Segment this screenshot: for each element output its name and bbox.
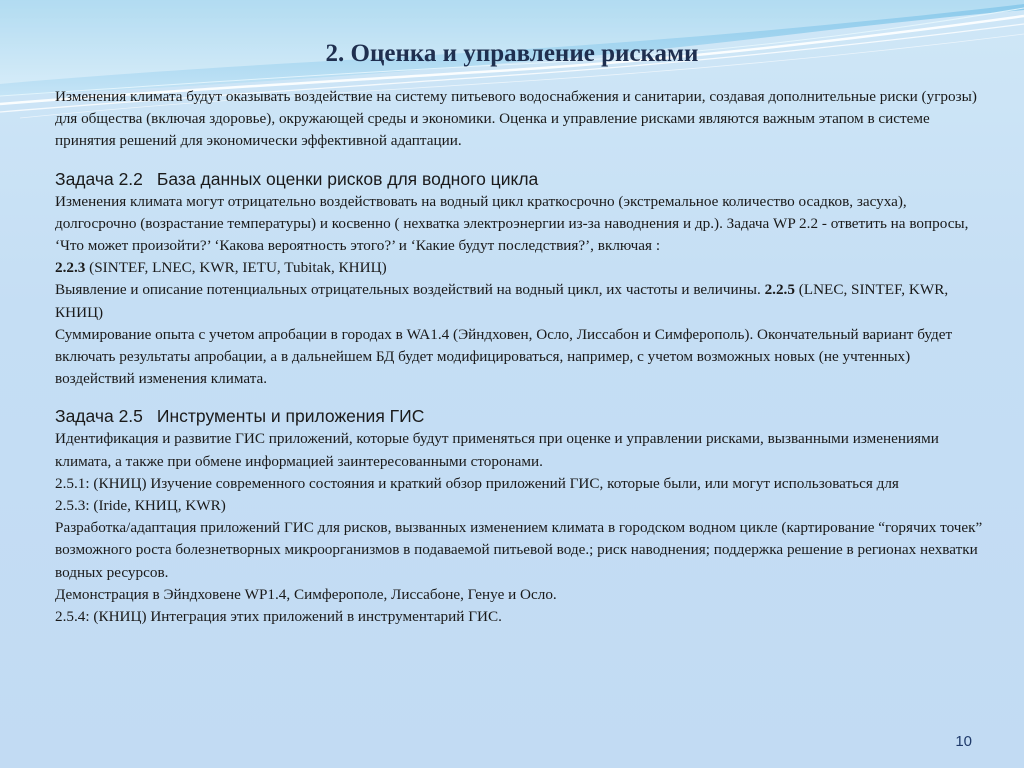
slide-content bbox=[55, 86, 985, 628]
item-2-2-3-partners: (SINTEF, LNEC, KWR, IETU, Tubitak, КНИЦ) bbox=[85, 259, 387, 277]
item-2-5-4: 2.5.4: (КНИЦ) Интеграция этих приложений в инструментарий ГИС. bbox=[55, 608, 502, 626]
item-2-2-3-header bbox=[55, 257, 985, 279]
spacer bbox=[55, 390, 985, 404]
item-2-5-3-text: Разработка/адаптация приложений ГИС для рисков, вызванных изменением климата в городском водном цикле (картирование “горячих точек” возможного роста болезнетворных микроорганизмов в подаваемой питьевой воде.; риск наводнения; поддержка решение в регионах нехватки водных ресурсов. bbox=[55, 519, 983, 581]
intro-paragraph: Изменения климата будут оказывать воздействие на систему питьевого водоснабжения и санитарии, создавая дополнительные риски (угрозы) для общества (включая здоровье), окружающей среды и экономики. Оценка и управление рисками являются важным этапом в системе принятия решений для экономически эффективной адаптации. bbox=[55, 88, 977, 150]
task-2-2-number: Задача 2.2 bbox=[55, 168, 143, 189]
item-2-2-5-partners: (LNEC, SINTEF, KWR, КНИЦ) bbox=[55, 281, 949, 321]
item-2-2-3-desc: Выявление и описание потенциальных отрицательных воздействий на водный цикл, их частоты и величины. bbox=[55, 281, 765, 299]
item-2-2-5-text: Суммирование опыта с учетом апробации в городах в WA1.4 (Эйндховен, Осло, Лиссабон и Симферополь). Окончательный вариант будет включать результаты апробации, а в дальнейшем БД будет модифицироваться, например, с учетом возможных новых (не учтенных) воздействий изменения климата. bbox=[55, 325, 953, 388]
page-number: 10 bbox=[955, 733, 972, 750]
item-2-5-3: 2.5.3: (Iride, КНИЦ, KWR) bbox=[55, 497, 226, 515]
task-2-2-body: Изменения климата могут отрицательно воздействовать на водный цикл краткосрочно (экстремальное количество осадков, засуха), долгосрочно (возрастание температуры) и косвенно ( нехватка электроэнергии из-за наводнения и др.). Задача WP 2.2 - ответить на вопросы, ‘Что может произойти?’ ‘Какова вероятность этого?’ и ‘Какие будут последствия?’, включая : bbox=[55, 192, 969, 255]
spacer bbox=[55, 153, 985, 167]
item-2-2-5-number: 2.2.5 bbox=[764, 281, 795, 299]
task-2-5-number: Задача 2.5 bbox=[55, 406, 143, 427]
item-2-2-3-number: 2.2.3 bbox=[55, 259, 86, 277]
slide-title: 2. Оценка и управление рисками bbox=[325, 40, 699, 67]
task-2-5-title: Инструменты и приложения ГИС bbox=[156, 406, 425, 427]
demo-line: Демонстрация в Эйндховене WP1.4, Симферополе, Лиссабоне, Генуе и Осло. bbox=[55, 585, 557, 603]
task-2-5-body: Идентификация и развитие ГИС приложений, которые будут применяться при оценке и управлении рисками, вызванными изменениями климата, а также при обмене информацией заинтересованными сторонами. bbox=[55, 430, 939, 470]
task-2-5-heading bbox=[55, 404, 985, 428]
item-2-5-1: 2.5.1: (КНИЦ) Изучение современного состояния и краткий обзор приложений ГИС, которые были, или могут использоваться для bbox=[55, 474, 899, 492]
task-2-2-title: База данных оценки рисков для водного цикла bbox=[156, 168, 539, 189]
item-2-2-3-text bbox=[55, 279, 985, 323]
task-2-2-heading bbox=[55, 167, 985, 191]
